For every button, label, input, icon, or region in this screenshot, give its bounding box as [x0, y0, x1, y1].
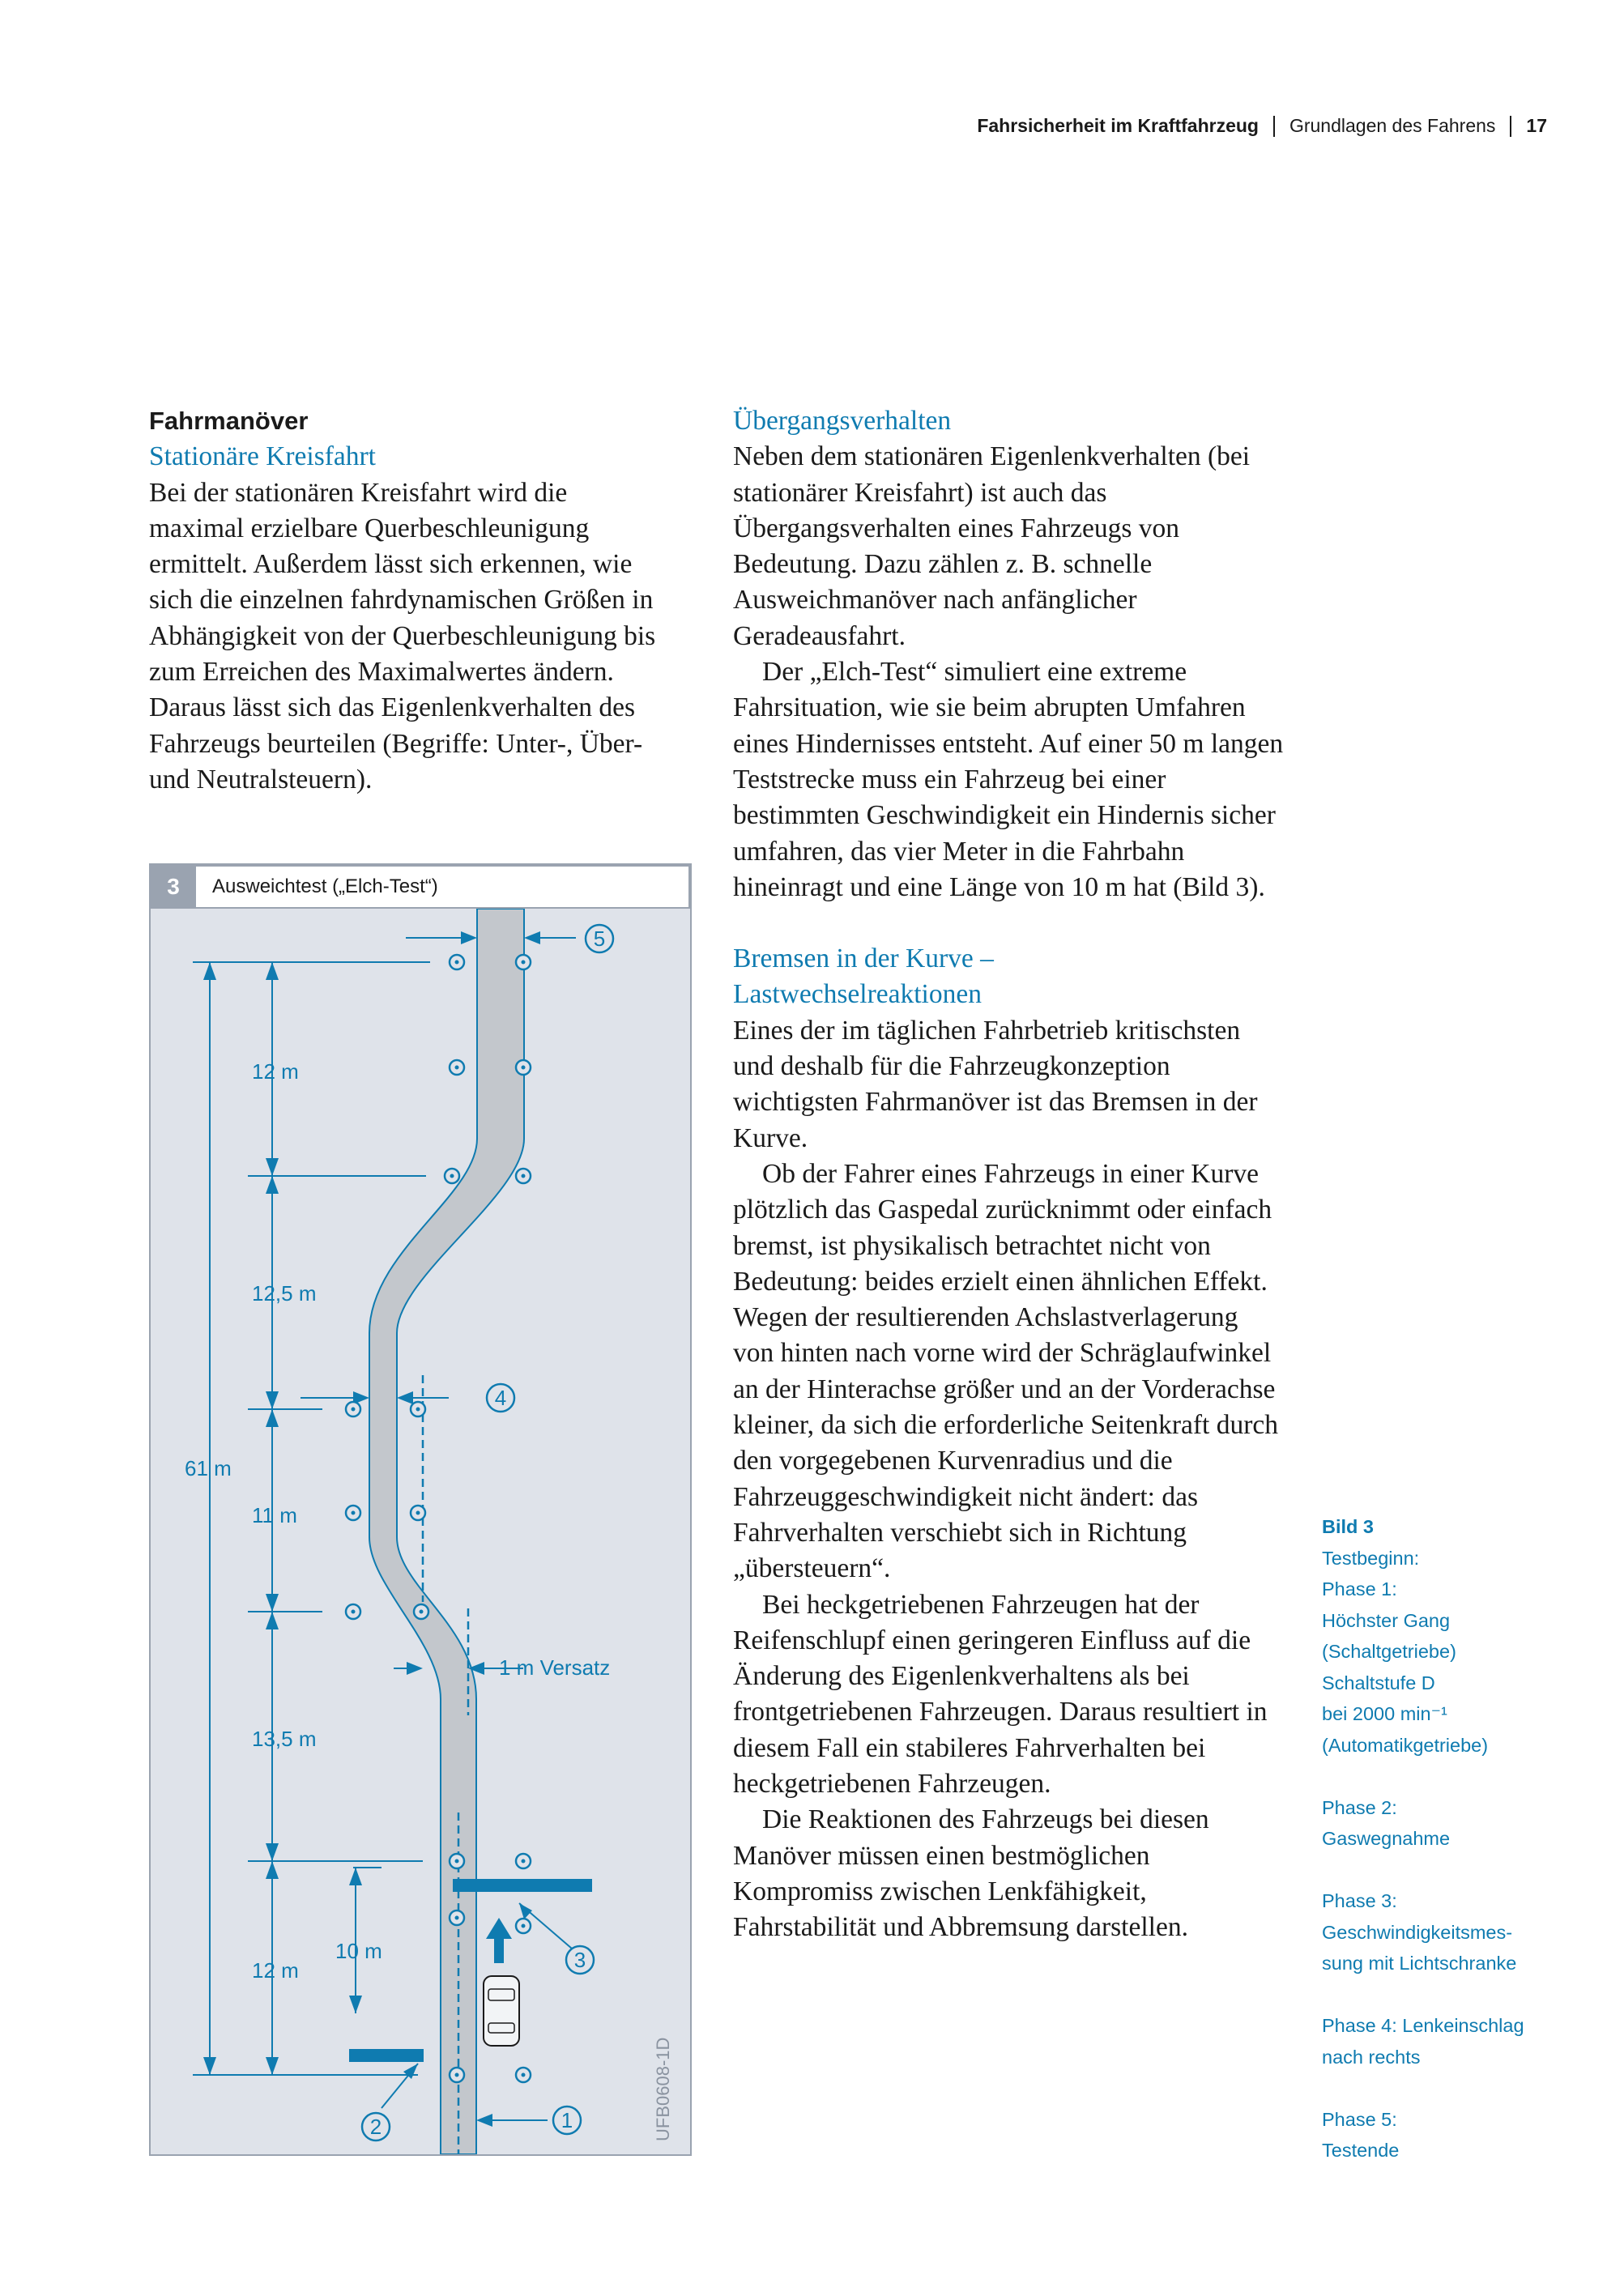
caption-line: Schaltstufe D	[1322, 1672, 1435, 1693]
caption-line: Gaswegnahme	[1322, 1828, 1451, 1849]
marker-3-label: 3	[573, 1948, 586, 1972]
cone-center	[352, 1408, 356, 1412]
light-barrier-bar	[453, 1879, 592, 1892]
caption-line: Phase 5:	[1322, 2108, 1397, 2130]
running-header	[977, 115, 1547, 137]
cone-center	[455, 1066, 459, 1070]
figure-elch-test	[149, 863, 692, 2156]
marker-2-arrowhead	[403, 2064, 418, 2079]
obstacle-bar	[349, 2049, 424, 2062]
cone-center	[455, 1916, 459, 1920]
header-title: Fahrsicherheit im Kraftfahrzeug	[977, 115, 1259, 136]
cone-center	[420, 1610, 424, 1614]
caption-line: Phase 1:	[1322, 1578, 1397, 1600]
dim-label-obstacle: 10 m	[335, 1939, 382, 1963]
cone-center	[455, 961, 459, 965]
cone-center	[416, 1511, 420, 1515]
cone-center	[522, 1174, 526, 1178]
cone-center	[522, 1859, 526, 1864]
caption-line: sung mit Lichtschranke	[1322, 1953, 1517, 1974]
paragraph: Eines der im täglichen Fahrbetrieb kritischsten und deshalb für die Fahrzeugkonzeption wichtigsten Fahrmanöver ist das Bremsen in der Kurve.	[733, 1015, 1258, 1153]
cone-center	[522, 1924, 526, 1928]
dim-label: 13,5 m	[252, 1727, 317, 1751]
marker-2-label: 2	[369, 2115, 382, 2139]
cone-center	[455, 1859, 459, 1864]
caption-line: Phase 4: Lenkeinschlag	[1322, 2015, 1524, 2036]
caption-line: bei 2000 min⁻¹	[1322, 1703, 1447, 1724]
cone-center	[352, 1511, 356, 1515]
spacer	[733, 905, 1284, 941]
cone-center	[522, 961, 526, 965]
track-lane	[369, 909, 524, 2154]
dim-label-total: 61 m	[185, 1456, 232, 1480]
figure-number: 3	[151, 865, 196, 909]
caption-line: Phase 3:	[1322, 1890, 1397, 1911]
figure-title-bar	[151, 865, 690, 909]
caption-title: Bild 3	[1322, 1516, 1374, 1537]
marker-5-label: 5	[593, 926, 606, 951]
paragraph: Bei der stationären Kreisfahrt wird die maximal erzielbare Querbeschleunigung ermittelt. Außerdem lässt sich erkennen, wie sich die einzelnen fahrdynamischen Größen in Abhängigkeit von der Querbeschleunigung bis zum Erreichen des Maximalwertes ändern. Daraus lässt sich das Eigenlenkverhalten des Fahrzeugs beurteilen (Begriffe: Unter-, Über- und Neutralsteuern).	[149, 477, 656, 794]
paragraph: Neben dem stationären Eigenlenkverhalten (bei stationärer Kreisfahrt) ist auch das Übergangsverhalten eines Fahrzeugs von Bedeutung. Dazu zählen z. B. schnelle Ausweichmanöver nach anfänglicher Geradeausfahrt.	[733, 441, 1251, 651]
subsection-heading: Bremsen in der Kurve – Lastwechselreaktionen	[733, 944, 994, 1010]
dim-label: 11 m	[252, 1503, 297, 1527]
caption-line: Testbeginn:	[1322, 1547, 1420, 1569]
caption-line: (Automatikgetriebe)	[1322, 1734, 1489, 1756]
cone-center	[455, 2073, 459, 2077]
header-section: Grundlagen des Fahrens	[1289, 115, 1496, 136]
cone-center	[522, 1066, 526, 1070]
cone-center	[352, 1610, 356, 1614]
cone-center	[522, 2073, 526, 2077]
page-number: 17	[1526, 115, 1547, 136]
side-caption	[1322, 1511, 1565, 2166]
dim-label: 12 m	[252, 1059, 299, 1084]
middle-column	[733, 403, 1284, 1945]
caption-line: Höchster Gang	[1322, 1609, 1451, 1631]
caption-line: Phase 2:	[1322, 1796, 1397, 1818]
driving-direction-arrow	[486, 1918, 512, 1963]
dim-label: 12,5 m	[252, 1281, 317, 1306]
caption-line: Geschwindigkeitsmes-	[1322, 1921, 1513, 1943]
marker-3-arrowhead	[519, 1903, 532, 1919]
section-heading: Fahrmanöver	[149, 407, 309, 435]
left-column	[149, 403, 667, 798]
marker-4-label: 4	[494, 1386, 507, 1410]
figure-code: UFB0608-1D	[653, 2037, 673, 2141]
header-divider	[1510, 116, 1511, 137]
header-divider	[1273, 116, 1275, 137]
dim-label: 12 m	[252, 1958, 299, 1983]
caption-line: nach rechts	[1322, 2046, 1421, 2068]
subsection-heading: Übergangsverhalten	[733, 406, 952, 436]
cone-center	[450, 1174, 454, 1178]
paragraph: Die Reaktionen des Fahrzeugs bei diesen Manöver müssen einen bestmöglichen Kompromiss zwischen Lenkfähigkeit, Fahrstabilität und Abbremsung darstellen.	[733, 1804, 1209, 1943]
track-diagram	[151, 865, 690, 2154]
caption-line: (Schaltgetriebe)	[1322, 1641, 1456, 1662]
figure-caption: Ausweichtest („Elch-Test“)	[196, 865, 690, 909]
dim-label-versatz: 1 m Versatz	[499, 1655, 611, 1680]
paragraph: Ob der Fahrer eines Fahrzeugs in einer Kurve plötzlich das Gaspedal zurücknimmt oder einfach bremst, ist physikalisch betrachtet nicht von Bedeutung: beides erzielt einen ähnlichen Effekt. Wegen der resultierenden Achslastverlagerung von hinten nach vorne wird der Schräglaufwinkel an der Hinterachse größer und an der Vorderachse kleiner, da sich die erforderliche Seitenkraft durch den vorgegebenen Kurvenradius und die Fahrzeuggeschwindigkeit nicht ändert: das Fahrverhalten verschiebt sich in Richtung „übersteuern“.	[733, 1158, 1279, 1584]
marker-1-label: 1	[561, 2108, 573, 2132]
subsection-heading: Stationäre Kreisfahrt	[149, 441, 376, 472]
car-icon	[484, 1976, 519, 2046]
paragraph: Bei heckgetriebenen Fahrzeugen hat der Reifenschlupf einen geringeren Einfluss auf die Änderung des Eigenlenkverhaltens als bei frontgetriebenen Fahrzeugen. Daraus resultiert in diesem Fall ein stabileres Fahrverhalten bei heckgetriebenen Fahrzeugen.	[733, 1589, 1268, 1799]
cone-center	[416, 1408, 420, 1412]
paragraph: Der „Elch-Test“ simuliert eine extreme Fahrsituation, wie sie beim abrupten Umfahren eines Hindernisses entsteht. Auf einer 50 m langen Teststrecke muss ein Fahrzeug bei einer bestimmten Geschwindigkeit ein Hindernis sicher umfahren, das vier Meter in die Fahrbahn hineinragt und eine Länge von 10 m hat (Bild 3).	[733, 657, 1284, 902]
caption-line: Testende	[1322, 2140, 1400, 2161]
